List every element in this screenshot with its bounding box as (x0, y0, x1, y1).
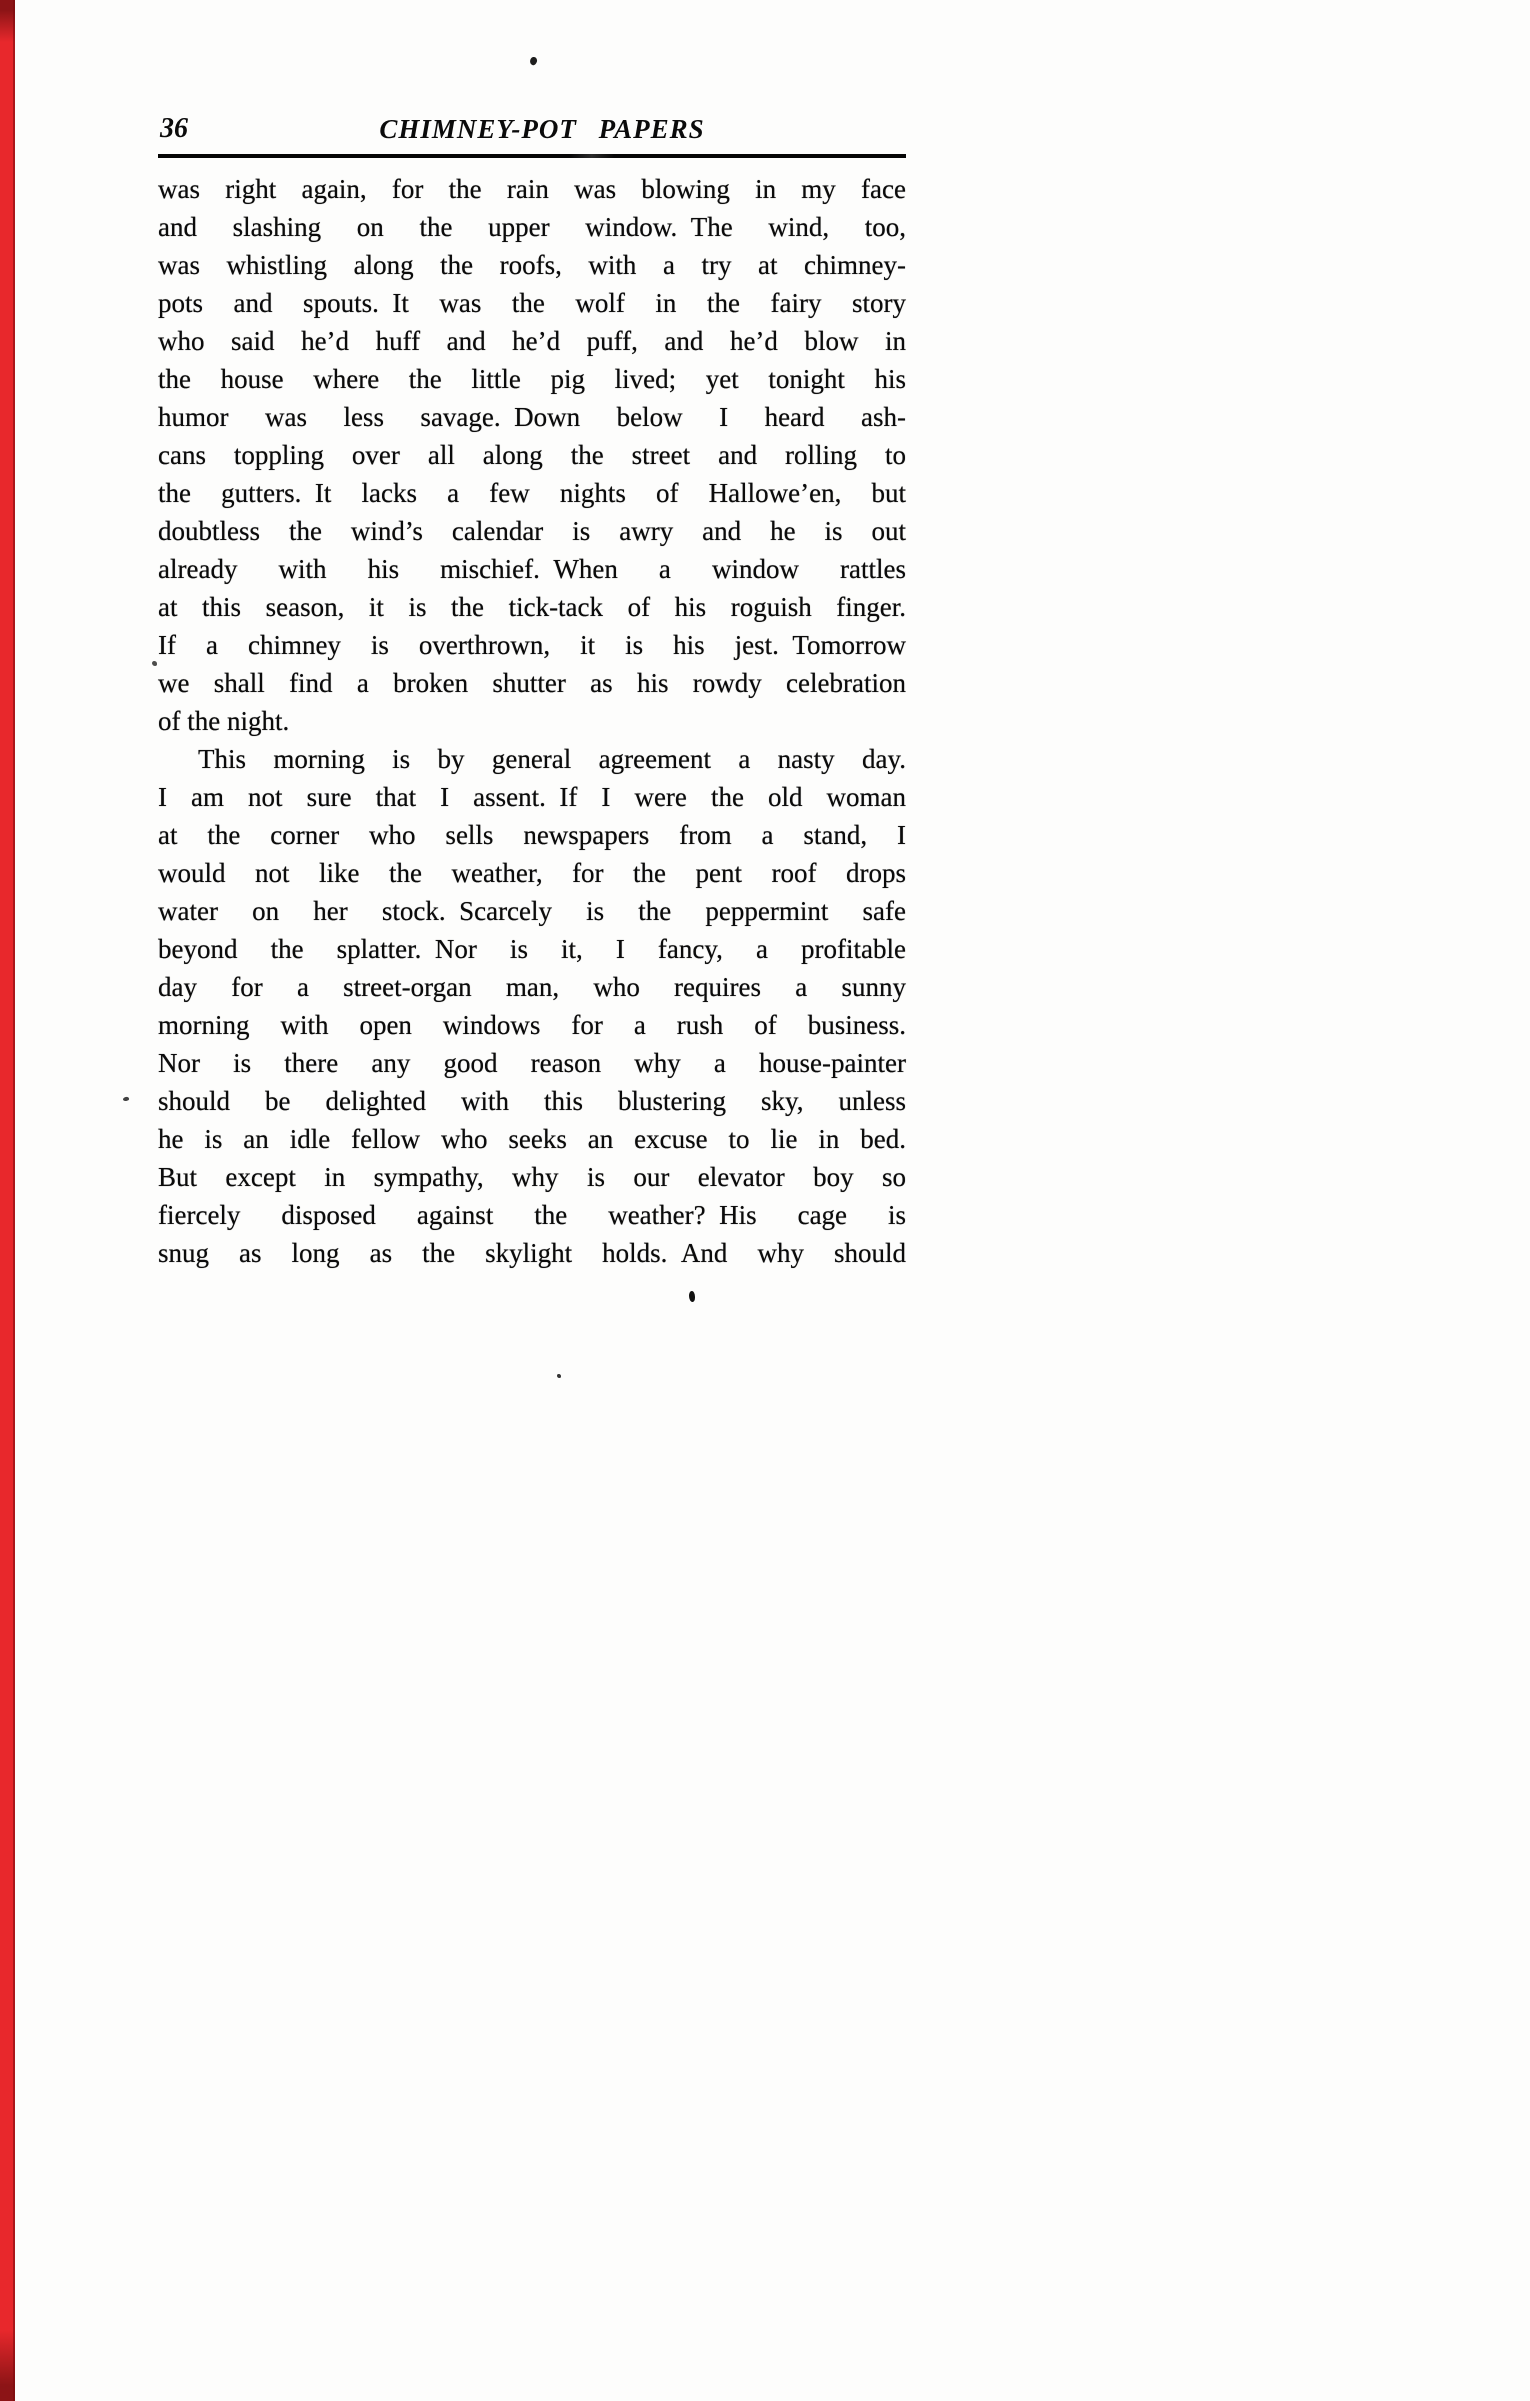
scan-speck (122, 1096, 129, 1102)
running-header (158, 112, 906, 152)
text-line: at this season, it is the tick-tack of his roguish finger. (158, 592, 906, 622)
text-line: he is an idle fellow who seeks an excuse to lie in bed. (158, 1124, 906, 1154)
text-line: should be delighted with this blustering sky, unless (158, 1086, 906, 1116)
text-line: But except in sympathy, why is our elevator boy so (158, 1162, 906, 1192)
text-line: beyond the splatter. Nor is it, I fancy, a profitable (158, 934, 906, 964)
text-line: Nor is there any good reason why a house-painter (158, 1048, 906, 1078)
running-title: CHIMNEY-POT PAPERS (379, 114, 705, 144)
text-line: pots and spouts. It was the wolf in the fairy story (158, 288, 906, 318)
text-line: snug as long as the skylight holds. And why should (158, 1238, 906, 1268)
text-line: doubtless the wind’s calendar is awry and he is out (158, 516, 906, 546)
text-line: the gutters. It lacks a few nights of Hallowe’en, but (158, 478, 906, 508)
text-line: who said he’d huff and he’d puff, and he’d blow in (158, 326, 906, 356)
text-line: fiercely disposed against the weather? His cage is (158, 1200, 906, 1230)
text-line: morning with open windows for a rush of business. (158, 1010, 906, 1040)
text-line: of the night. (158, 706, 290, 736)
page-number: 36 (160, 113, 188, 144)
text-line: the house where the little pig lived; yet tonight his (158, 364, 906, 394)
text-line: This morning is by general agreement a nasty day. (198, 744, 906, 774)
text-line: already with his mischief. When a window rattles (158, 554, 906, 584)
text-line: If a chimney is overthrown, it is his jest. Tomorrow (158, 630, 906, 660)
text-line: and slashing on the upper window. The wind, too, (158, 212, 906, 242)
scan-speck (689, 1291, 695, 1302)
scan-speck (528, 56, 538, 67)
body-text (158, 170, 906, 1272)
text-line: was whistling along the roofs, with a try at chimney- (158, 250, 906, 280)
text-line: was right again, for the rain was blowing in my face (158, 174, 906, 204)
text-line: water on her stock. Scarcely is the peppermint safe (158, 896, 906, 926)
text-line: would not like the weather, for the pent roof drops (158, 858, 906, 888)
text-line: at the corner who sells newspapers from a stand, I (158, 820, 906, 850)
book-cover-edge (0, 0, 15, 2401)
header-rule (158, 154, 906, 158)
text-line: humor was less savage. Down below I heard ash- (158, 402, 906, 432)
text-line: we shall find a broken shutter as his rowdy celebration (158, 668, 906, 698)
text-line: I am not sure that I assent. If I were the old woman (158, 782, 906, 812)
scan-speck (557, 1374, 561, 1378)
text-line: day for a street-organ man, who requires a sunny (158, 972, 906, 1002)
scan-speck (152, 661, 157, 666)
text-line: cans toppling over all along the street and rolling to (158, 440, 906, 470)
